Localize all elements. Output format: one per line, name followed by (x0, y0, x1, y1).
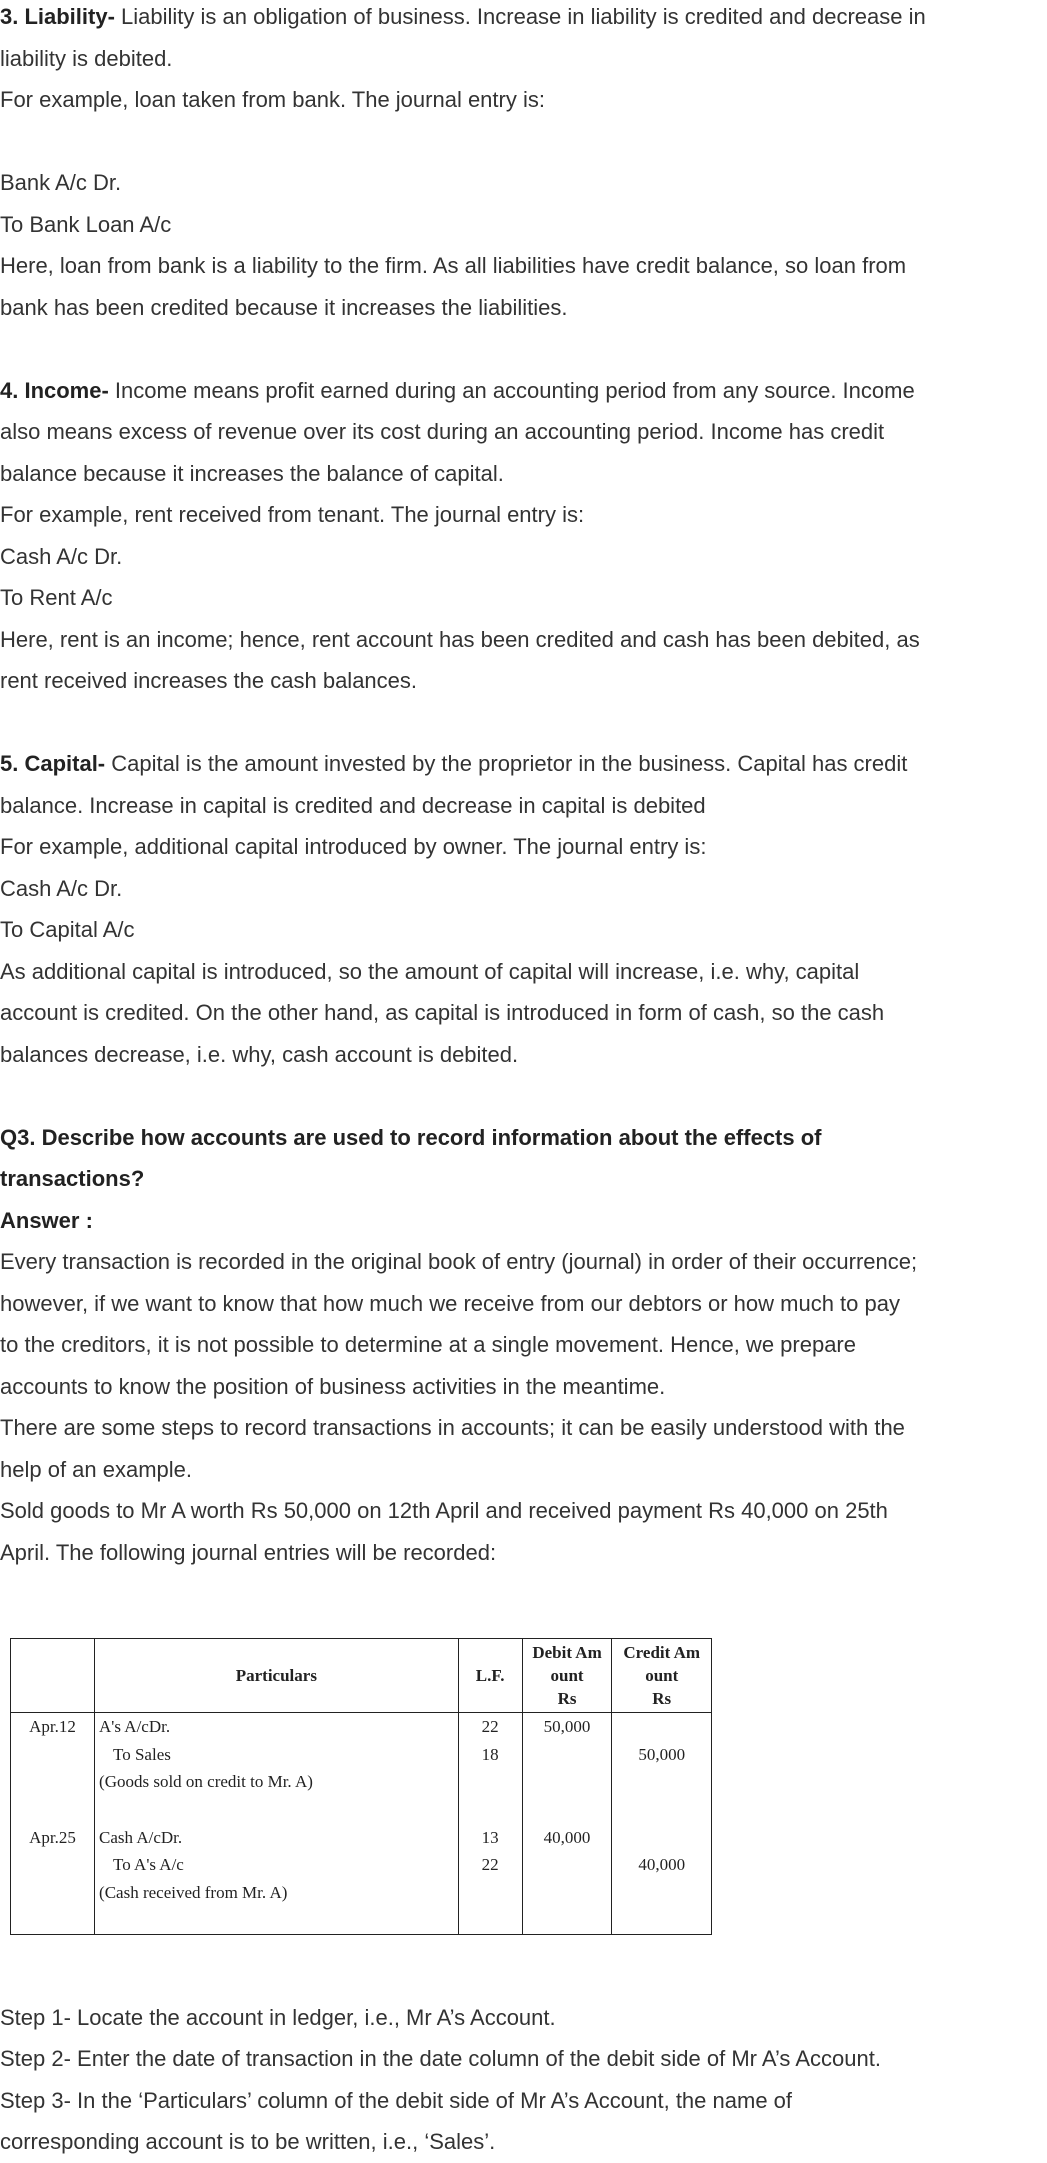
entry-dr-mark: Dr. (148, 1717, 171, 1736)
entry-credit-amount: 40,000 (612, 1824, 712, 1935)
step-3-line-2: corresponding account is to be written, i.e., ‘Sales’. (0, 2129, 496, 2154)
liability-line-3: For example, loan taken from bank. The journal entry is: (0, 87, 545, 112)
entry-credit-account: To A's A/c (113, 1855, 184, 1874)
answer-line-2: however, if we want to know that how much we receive from our debtors or how much to pay (0, 1290, 900, 1316)
journal-entry-row (11, 1824, 712, 1935)
capital-line-3: For example, additional capital introduced by owner. The journal entry is: (0, 834, 707, 859)
liability-heading: 3. Liability- (0, 4, 115, 29)
blank-line (0, 702, 1040, 744)
liability-entry-credit: To Bank Loan A/c (0, 211, 172, 237)
step-2: Step 2- Enter the date of transaction in the date column of the debit side of Mr A’s Account. (0, 2046, 881, 2071)
capital-explain-1: As additional capital is introduced, so the amount of capital will increase, i.e. why, capital (0, 958, 860, 984)
entry-credit-account: To Sales (113, 1744, 171, 1764)
entry-debit-amount: 50,000 (522, 1713, 612, 1796)
income-explain-1: Here, rent is an income; hence, rent account has been credited and cash has been debited, as (0, 626, 920, 652)
entry-date: Apr.25 (11, 1824, 95, 1935)
income-entry-debit: Cash A/c Dr. (0, 543, 123, 569)
journal-table-wrapper (10, 1638, 712, 1935)
income-section (0, 370, 1040, 702)
question-3-line-1: Q3. Describe how accounts are used to record information about the effects of (0, 1124, 822, 1150)
answer-line-8: April. The following journal entries will be recorded: (0, 1539, 497, 1565)
liability-line-2: liability is debited. (0, 45, 173, 71)
entry-particulars (95, 1713, 459, 1796)
entry-debit-account: Cash A/c (99, 1827, 161, 1847)
income-explain-2: rent received increases the cash balances. (0, 668, 418, 693)
answer-label: Answer : (0, 1207, 93, 1233)
income-line-4: For example, rent received from tenant. The journal entry is: (0, 502, 585, 527)
entry-dr-mark: Dr. (160, 1827, 183, 1847)
entry-particulars (95, 1824, 459, 1935)
journal-spacer-row (11, 1796, 712, 1824)
header-debit-amount: Debit Am ount Rs (522, 1639, 612, 1713)
entry-credit-amount: 50,000 (612, 1713, 712, 1796)
answer-line-4: accounts to know the position of business activities in the meantime. (0, 1373, 666, 1399)
step-1: Step 1- Locate the account in ledger, i.e., Mr A’s Account. (0, 2004, 556, 2030)
liability-line-1: 3. Liability- Liability is an obligation of business. Increase in liability is credited and decrease in (0, 4, 926, 29)
journal-header-row (11, 1639, 712, 1713)
income-line-1: 4. Income- Income means profit earned during an accounting period from any source. Income (0, 377, 915, 403)
entry-debit-amount: 40,000 (522, 1824, 612, 1935)
capital-heading: 5. Capital- (0, 751, 106, 776)
answer-line-6: help of an example. (0, 1456, 193, 1482)
entry-date: Apr.12 (11, 1713, 95, 1796)
question-3-section (0, 1117, 1040, 1574)
step-3-line-1: Step 3- In the ‘Particulars’ column of the debit side of Mr A’s Account, the name of (0, 2087, 793, 2113)
liability-entry-debit: Bank A/c Dr. (0, 170, 122, 195)
liability-explain-2: bank has been credited because it increases the liabilities. (0, 294, 568, 320)
header-lf: L.F. (458, 1639, 522, 1713)
entry-lf: 22 18 (458, 1713, 522, 1796)
blank-line (0, 121, 1040, 163)
answer-line-1: Every transaction is recorded in the original book of entry (journal) in order of their occurrence; (0, 1249, 918, 1274)
header-particulars: Particulars (95, 1639, 459, 1713)
capital-entry-credit: To Capital A/c (0, 917, 135, 942)
capital-section (0, 743, 1040, 1075)
blank-line (0, 1075, 1040, 1117)
entry-narration: (Goods sold on credit to Mr. A) (99, 1772, 313, 1791)
answer-line-7: Sold goods to Mr A worth Rs 50,000 on 12th April and received payment Rs 40,000 on 25th (0, 1498, 888, 1523)
journal-entry-row (11, 1713, 712, 1796)
capital-line-1: 5. Capital- Capital is the amount invested by the proprietor in the business. Capital has credit (0, 751, 908, 776)
journal-table (10, 1638, 712, 1935)
entry-lf: 13 22 (458, 1824, 522, 1935)
liability-explain-1: Here, loan from bank is a liability to the firm. As all liabilities have credit balance, so loan from (0, 253, 907, 278)
capital-explain-2: account is credited. On the other hand, as capital is introduced in form of cash, so the cash (0, 1000, 885, 1025)
steps-section (0, 1997, 1040, 2163)
capital-explain-3: balances decrease, i.e. why, cash account is debited. (0, 1041, 519, 1067)
income-line-3: balance because it increases the balance of capital. (0, 460, 504, 486)
blank-line (0, 328, 1040, 370)
answer-line-3: to the creditors, it is not possible to determine at a single movement. Hence, we prepare (0, 1332, 856, 1357)
answer-line-5: There are some steps to record transactions in accounts; it can be easily understood with the (0, 1415, 905, 1440)
entry-debit-account: A's A/c (99, 1717, 149, 1736)
header-credit-amount: Credit Am ount Rs (612, 1639, 712, 1713)
header-date (11, 1639, 95, 1713)
liability-section (0, 0, 1040, 328)
entry-narration: (Cash received from Mr. A) (99, 1882, 288, 1902)
capital-line-2: balance. Increase in capital is credited and decrease in capital is debited (0, 792, 706, 818)
income-heading: 4. Income- (0, 377, 109, 403)
income-entry-credit: To Rent A/c (0, 585, 113, 610)
capital-entry-debit: Cash A/c Dr. (0, 875, 123, 901)
income-line-2: also means excess of revenue over its cost during an accounting period. Income has credit (0, 419, 885, 444)
question-3-line-2: transactions? (0, 1166, 145, 1191)
